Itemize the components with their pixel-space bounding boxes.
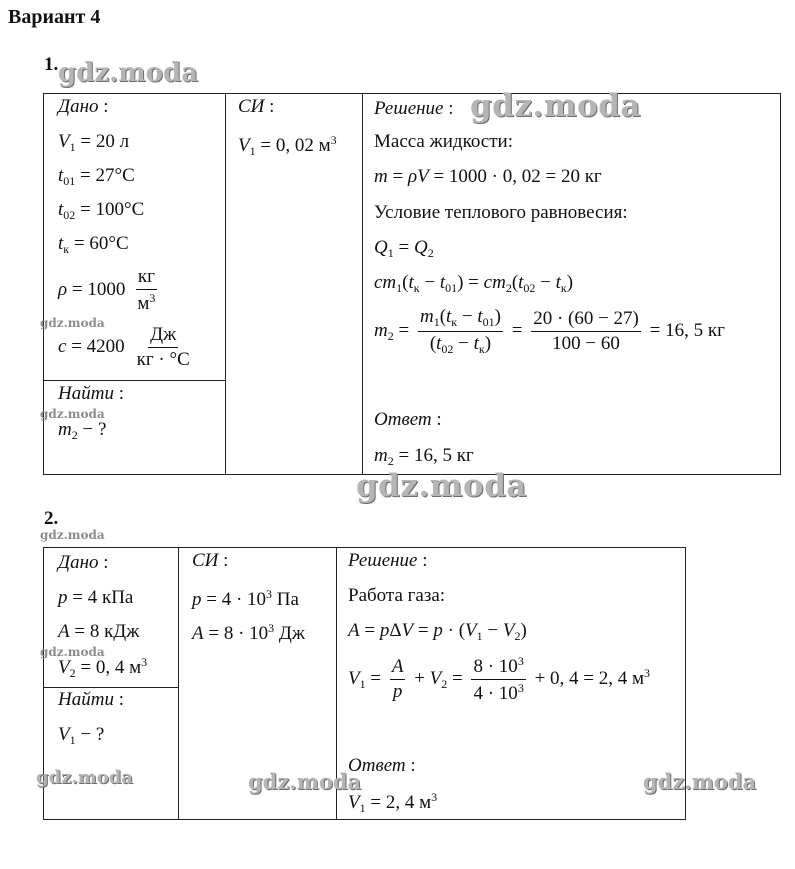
- p2-answer: $V_1 = 2$, 4 $м^3$: [348, 790, 438, 815]
- p2-given-p: p = 4 кПа: [58, 587, 134, 608]
- p1-q-eq: $Q_1 = Q_2$: [374, 237, 434, 260]
- p1-given-label: Дано :: [58, 96, 109, 117]
- p1-given-c: c = 4200 $\frac{Дж}{кг \cdot ^\circ С}$: [58, 324, 190, 370]
- p2-answer-label: Ответ :: [348, 755, 416, 776]
- watermark-logo: gdz.moda: [470, 88, 641, 124]
- p1-find-item: $m_2$ − ?: [58, 419, 107, 442]
- p2-solution-label: Решение :: [348, 550, 428, 571]
- variant-title: Вариант 4: [8, 6, 101, 28]
- watermark-logo: gdz.moda: [356, 468, 527, 504]
- p2-find-item: $V_1$ − ?: [58, 724, 105, 747]
- watermark-logo: gdz.moda: [36, 767, 133, 788]
- p2-find-label: Найти :: [58, 689, 124, 710]
- problem-1-divider-si: [362, 93, 363, 475]
- p1-given-v1: $V_1 = 20$ л: [58, 131, 130, 154]
- watermark-logo: gdz.moda: [248, 769, 362, 794]
- p2-work-eq: $A = p\Delta V = p \cdot (V_1 - V_2)$: [348, 620, 527, 643]
- p2-v1-formula: $V_1$ = $\frac{A}{p}$ + $V_2$ = $\frac{8 \cdot 10^3}{4 \cdot 10^3}$ + 0, 4 = 2, 4 $м^3$: [348, 654, 651, 704]
- watermark-logo: gdz.moda: [40, 407, 105, 421]
- p2-si-p: $p = 4 \cdot 10^3$ Па: [192, 587, 299, 610]
- watermark-logo: gdz.moda: [40, 528, 105, 542]
- problem-2-divider-given: [178, 547, 179, 820]
- problem-1-number: 1.: [44, 54, 59, 75]
- p1-find-label: Найти :: [58, 383, 124, 404]
- p1-solution-label: Решение :: [374, 98, 454, 119]
- watermark-logo: gdz.moda: [643, 769, 757, 794]
- p1-answer-label: Ответ :: [374, 409, 442, 430]
- p1-heat-eq: $cm_1(t_к - t_{01}) = cm_2(t_{02} - t_к)$: [374, 272, 574, 295]
- p1-given-t01: $t_{01} = 27^\circ С$: [58, 165, 135, 188]
- p2-si-a: $A = 8 \cdot 10^3$ Дж: [192, 621, 305, 644]
- p2-si-label: СИ :: [192, 550, 229, 571]
- p1-answer: $m_2 = 16$, 5 кг: [374, 445, 474, 468]
- p1-given-t02: $t_{02} = 100^\circ С$: [58, 199, 145, 222]
- problem-1-divider-find: [43, 380, 226, 381]
- p2-work-text: Работа газа:: [348, 585, 446, 606]
- p1-si-v1: $V_1 = 0$, 02 $м^3$: [238, 133, 337, 158]
- p1-m2-formula: $m_2$ = $\frac{m_1(t_к - t_{01})}{(t_{02} - t_к)}$ = $\frac{20 \cdot (60 - 27)}{100 - 60}$ = 16, 5 кг: [374, 306, 725, 356]
- p2-given-label: Дано :: [58, 552, 109, 573]
- p1-mass-eq: m = ρV = 1000 · 0, 02 = 20 кг: [374, 166, 602, 187]
- watermark-logo: gdz.moda: [58, 58, 199, 88]
- p1-balance-text: Условие теплового равновесия:: [374, 202, 628, 223]
- p2-given-v2: $V_2 = 0$, 4 $м^3$: [58, 655, 148, 680]
- p1-given-tk: $t_к = 60^\circ С$: [58, 233, 129, 256]
- problem-2-number: 2.: [44, 508, 59, 529]
- problem-1-divider-given: [225, 93, 226, 475]
- p1-si-label: СИ :: [238, 96, 275, 117]
- p2-given-a: A = 8 кДж: [58, 621, 140, 642]
- watermark-logo: gdz.moda: [40, 316, 105, 330]
- p1-given-rho: ρ = 1000 $\frac{кг}{м^3}$: [58, 266, 156, 314]
- p1-mass-text: Масса жидкости:: [374, 131, 513, 152]
- watermark-logo: gdz.moda: [40, 645, 105, 659]
- problem-2-divider-find: [43, 687, 179, 688]
